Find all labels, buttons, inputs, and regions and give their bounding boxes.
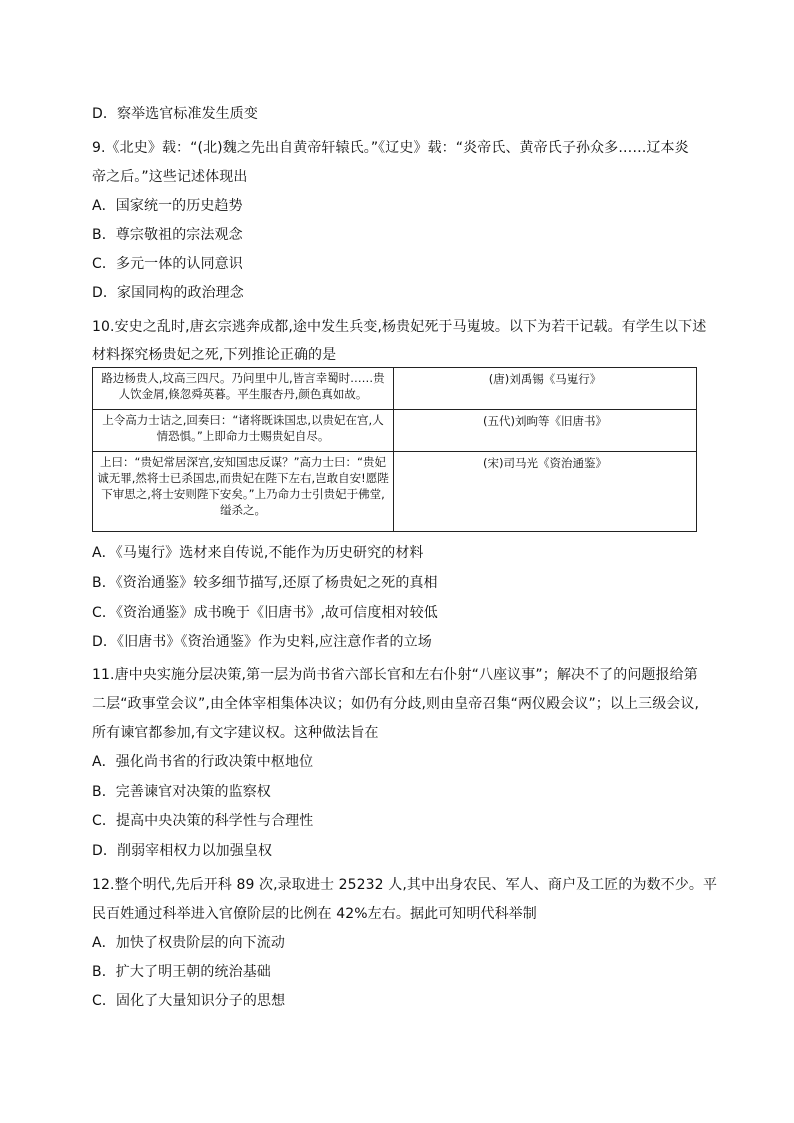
source-author: (唐)刘禹锡《马嵬行》 [394,368,697,410]
q8-option-d: D．察举选官标准发生质变 [92,106,258,122]
q11-option-c: C．提高中央决策的科学性与合理性 [92,813,314,829]
q10-option-a: A．《马嵬行》选材来自传说,不能作为历史研究的材料 [92,545,424,561]
q12-option-b: B．扩大了明王朝的统治基础 [92,964,271,980]
q10-option-d: D．《旧唐书》《资治通鉴》作为史料,应注意作者的立场 [92,634,432,650]
q11-stem-line2: 二层“政事堂会议”,由全体宰相集体决议；如仍有分歧,则由皇帝召集“两仪殿会议”；以上三级会议, [92,696,700,712]
source-text: 路边杨贵人,坟高三四尺。乃问里中儿,皆言幸蜀时……贵人饮金屑,倏忽舜英暮。平生服杏丹,颜色真如故。 [93,368,394,410]
q9-stem-line1: 9.《北史》载：“(北)魏之先出自黄帝轩辕氏。”《辽史》载：“炎帝氏、黄帝氏子孙众多……辽本炎 [92,140,689,156]
q10-option-b: B．《资治通鉴》较多细节描写,还原了杨贵妃之死的真相 [92,575,438,591]
source-author: (宋)司马光《资治通鉴》 [394,452,697,532]
source-text: 上曰：“贵妃常居深宫,安知国忠反谋？”高力士曰：“贵妃诚无罪,然将士已杀国忠,而贵妃在陛下左右,岂敢自安!愿陛下审思之,将士安则陛下安矣。”上乃命力士引贵妃于佛堂,缢杀之。 [93,452,394,532]
q12-stem-line2: 民百姓通过科举进入官僚阶层的比例在 42%左右。据此可知明代科举制 [92,906,537,922]
q12-option-a: A．加快了权贵阶层的向下流动 [92,935,285,951]
q11-option-a: A．强化尚书省的行政决策中枢地位 [92,754,314,770]
source-author: (五代)刘昫等《旧唐书》 [394,410,697,452]
q9-option-a: A．国家统一的历史趋势 [92,198,243,214]
table-row [93,410,697,452]
q10-stem-line1: 10.安史之乱时,唐玄宗逃奔成都,途中发生兵变,杨贵妃死于马嵬坡。以下为若干记载。有学生以下述 [92,319,707,335]
table-row [93,368,697,410]
source-table [92,367,697,532]
q11-option-d: D．削弱宰相权力以加强皇权 [92,843,273,859]
q9-option-d: D．家国同构的政治理念 [92,285,244,301]
q12-stem-line1: 12.整个明代,先后开科 89 次,录取进士 25232 人,其中出身农民、军人、商户及工匠的为数不少。平 [92,877,718,893]
table-row [93,452,697,532]
q10-option-c: C．《资治通鉴》成书晚于《旧唐书》,故可信度相对较低 [92,605,438,621]
q11-option-b: B．完善谏官对决策的监察权 [92,784,271,800]
q11-stem-line3: 所有谏官都参加,有文字建议权。这种做法旨在 [92,725,379,741]
q11-stem-line1: 11.唐中央实施分层决策,第一层为尚书省六部长官和左右仆射“八座议事”；解决不了的问题报给第 [92,667,698,683]
source-text: 上令高力士诘之,回奏曰：“诸将既诛国忠,以贵妃在宫,人情恐惧。”上即命力士赐贵妃自尽。 [93,410,394,452]
q9-stem-line2: 帝之后。”这些记述体现出 [92,169,248,185]
q9-option-b: B．尊宗敬祖的宗法观念 [92,227,243,243]
q10-stem-line2: 材料探究杨贵妃之死,下列推论正确的是 [92,347,337,363]
q9-option-c: C．多元一体的认同意识 [92,256,243,272]
q12-option-c: C．固化了大量知识分子的思想 [92,993,286,1009]
